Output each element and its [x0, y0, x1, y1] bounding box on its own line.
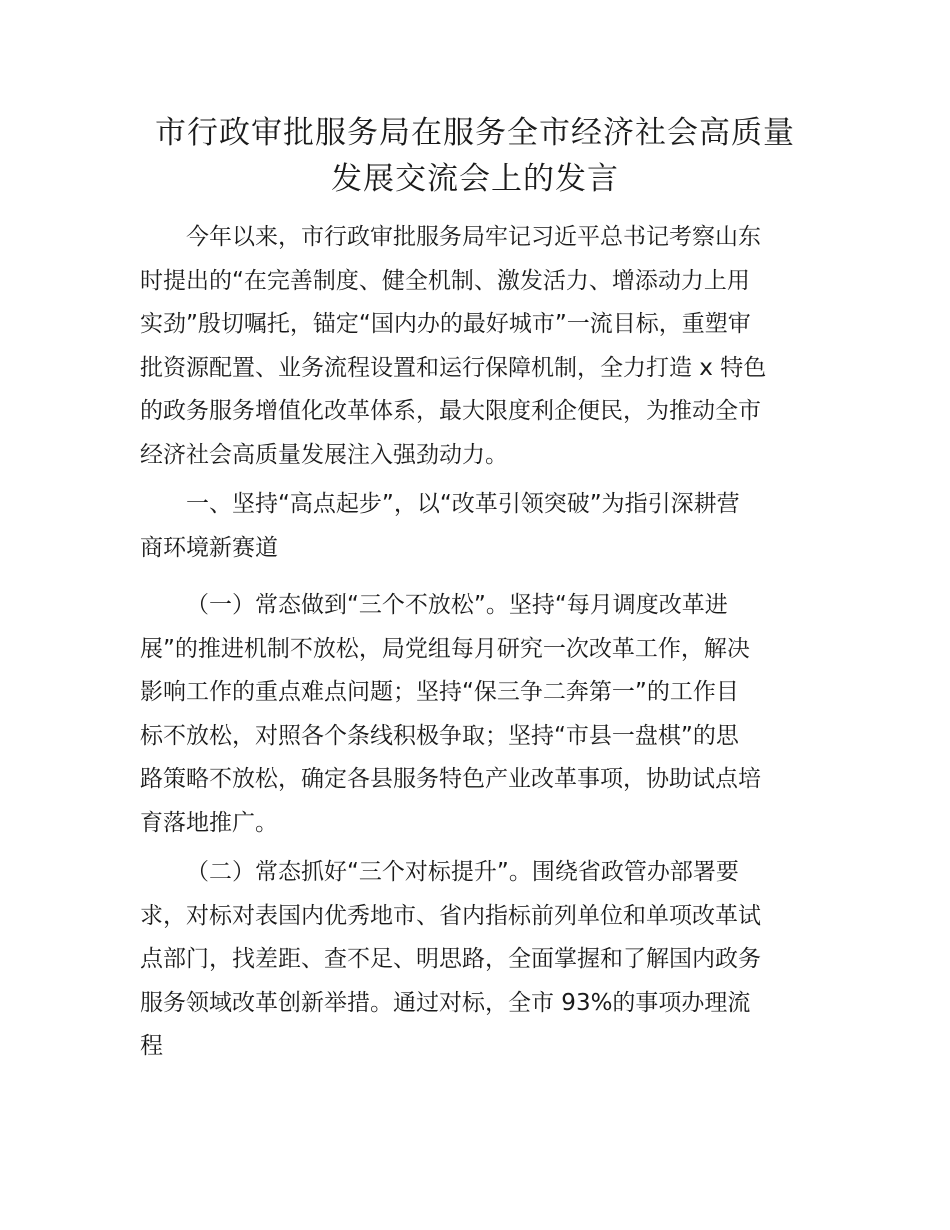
text-line: 商环境新赛道: [140, 534, 278, 561]
text-line: 路策略不放松，确定各县服务特色产业改革事项，协助试点培: [140, 766, 761, 793]
document-title: [140, 110, 810, 202]
text-line: 育落地推广。: [140, 809, 278, 836]
text-line: 批资源配置、业务流程设置和运行保障机制，全力打造 x 特色: [140, 354, 767, 381]
text-line: 标不放松，对照各个条线积极争取；坚持“市县一盘棋”的思: [140, 722, 739, 749]
text-line: 经济社会高质量发展注入强劲动力。: [140, 441, 508, 468]
text-line: 求，对标对表国内优秀地市、省内指标前列单位和单项改革试: [140, 902, 761, 929]
paragraph-subsection-2: [140, 851, 810, 1069]
text-line: 程: [140, 1033, 163, 1060]
text-line: 点部门，找差距、查不足、明思路，全面掌握和了解国内政务: [140, 946, 761, 973]
text-line: 的政务服务增值化改革体系，最大限度利企便民，为推动全市: [140, 398, 761, 425]
text-line: 今年以来，市行政审批服务局牢记习近平总书记考察山东: [186, 224, 761, 250]
text-line: 时提出的“在完善制度、健全机制、激发活力、增添动力上用: [140, 267, 750, 294]
text-line: 影响工作的重点难点问题；坚持“保三争二奔第一”的工作目: [140, 679, 739, 706]
section-heading-1: [140, 483, 810, 570]
text-line: （二）常态抓好“三个对标提升”。围绕省政管办部署要: [186, 859, 739, 885]
paragraph-intro: [140, 216, 810, 478]
paragraph-subsection-1: [140, 584, 810, 846]
text-line: （一）常态做到“三个不放松”。坚持“每月调度改革进: [186, 592, 728, 618]
text-line: 服务领域改革创新举措。通过对标，全市 93%的事项办理流: [140, 989, 751, 1016]
title-line: 市行政审批服务局在服务全市经济社会高质量: [155, 115, 795, 151]
title-line: 发展交流会上的发言: [331, 161, 619, 197]
text-line: 实劲”殷切嘱托，锚定“国内办的最好城市”一流目标，重塑审: [140, 311, 751, 338]
text-line: 展”的推进机制不放松，局党组每月研究一次改革工作，解决: [140, 635, 750, 662]
text-line: 一、坚持“高点起步”，以“改革引领突破”为指引深耕营: [186, 491, 740, 517]
